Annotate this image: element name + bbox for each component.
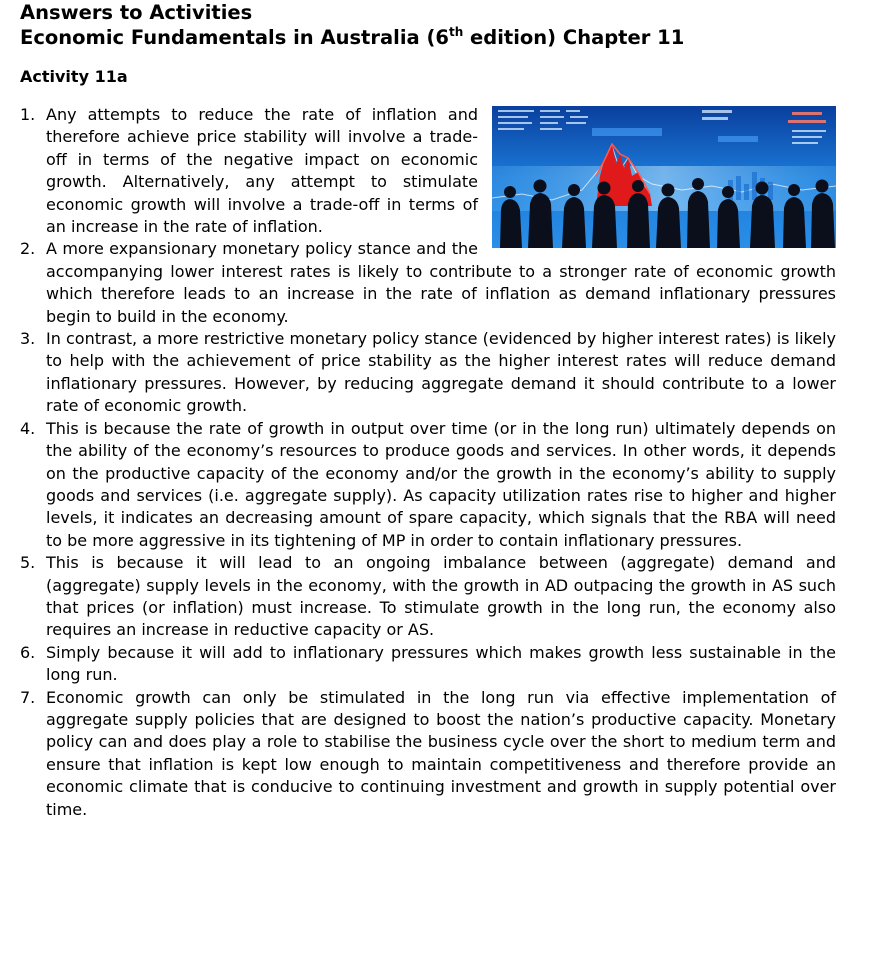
answer-item-2 bbox=[20, 238, 836, 328]
document-page bbox=[20, 0, 836, 821]
answer-text: Simply because it will add to inflationary pressures which makes growth less sustainable in the long run. bbox=[46, 642, 836, 685]
answer-text: Any attempts to reduce the rate of inflation and therefore achieve price stability will involve a trade-off in terms of the negative impact on economic growth. Alternatively, any attempt to stimulate economic growth will involve a trade-off in terms of an increase in the rate of inflation. bbox=[46, 105, 478, 237]
answer-number: 3. bbox=[20, 329, 36, 349]
answer-number: 5. bbox=[20, 553, 36, 573]
answer-item-1 bbox=[20, 104, 836, 238]
answer-item-5 bbox=[20, 552, 836, 642]
answer-list bbox=[20, 104, 836, 821]
document-title: Answers to Activities bbox=[20, 1, 253, 24]
answer-item-7 bbox=[20, 687, 836, 821]
answer-item-3 bbox=[20, 328, 836, 418]
answer-text: This is because it will lead to an ongoing imbalance between (aggregate) demand and (aggregate) supply levels in the economy, with the growth in AD outpacing the growth in AS such that prices (or inflation) must increase. To stimulate growth in the long run, the economy also requires an increase in reductive capacity or AS. bbox=[46, 553, 836, 640]
document-subtitle bbox=[20, 25, 836, 50]
subtitle-superscript: th bbox=[448, 25, 464, 39]
answer-item-6 bbox=[20, 642, 836, 687]
answer-number: 2. bbox=[20, 239, 36, 259]
answer-text: Economic growth can only be stimulated in the long run via effective implementation of aggregate supply policies that are designed to boost the nation’s productive capacity. Monetary policy can and does play a role to stabilise the business cycle over the short to medium term and ensure that inflation is kept low enough to maintain competitiveness and therefore provide an economic climate that is conducive to continuing investment and growth in supply potential over time. bbox=[46, 687, 836, 819]
answer-number: 7. bbox=[20, 687, 36, 707]
subtitle-text-post: edition) Chapter 11 bbox=[463, 26, 685, 49]
answer-text: In contrast, a more restrictive monetary policy stance (evidenced by higher interest rates) is likely to help with the achievement of price stability as the higher interest rates will reduce demand inflationary pressures. However, by reducing aggregate demand it should contribute to a lower rate of economic growth. bbox=[46, 329, 836, 416]
answer-number: 4. bbox=[20, 418, 36, 438]
activity-heading: Activity 11a bbox=[20, 67, 128, 86]
answer-number: 1. bbox=[20, 105, 36, 124]
stock-market-photo bbox=[492, 106, 836, 248]
answer-item-4 bbox=[20, 418, 836, 552]
answer-text: A more expansionary monetary policy stance and the accompanying lower interest rates is likely to contribute to a stronger rate of economic growth which therefore leads to an increase in the rate of inflation as demand inflationary pressures begin to build in the economy. bbox=[46, 239, 836, 326]
answer-text: This is because the rate of growth in output over time (or in the long run) ultimately depends on the ability of the economy’s resources to produce goods and services. In other words, it depends on the productive capacity of the economy and/or the growth in the economy’s ability to supply goods and services (i.e. aggregate supply). As capacity utilization rates rise to higher and higher levels, it indicates an decreasing amount of spare capacity, which signals that the RBA will need to be more aggressive in its tightening of MP in order to contain inflationary pressures. bbox=[46, 418, 836, 550]
answer-number: 6. bbox=[20, 642, 36, 662]
subtitle-text-pre: Economic Fundamentals in Australia (6 bbox=[20, 26, 449, 49]
stock-market-businesspeople-silhouette-icon bbox=[492, 106, 836, 248]
